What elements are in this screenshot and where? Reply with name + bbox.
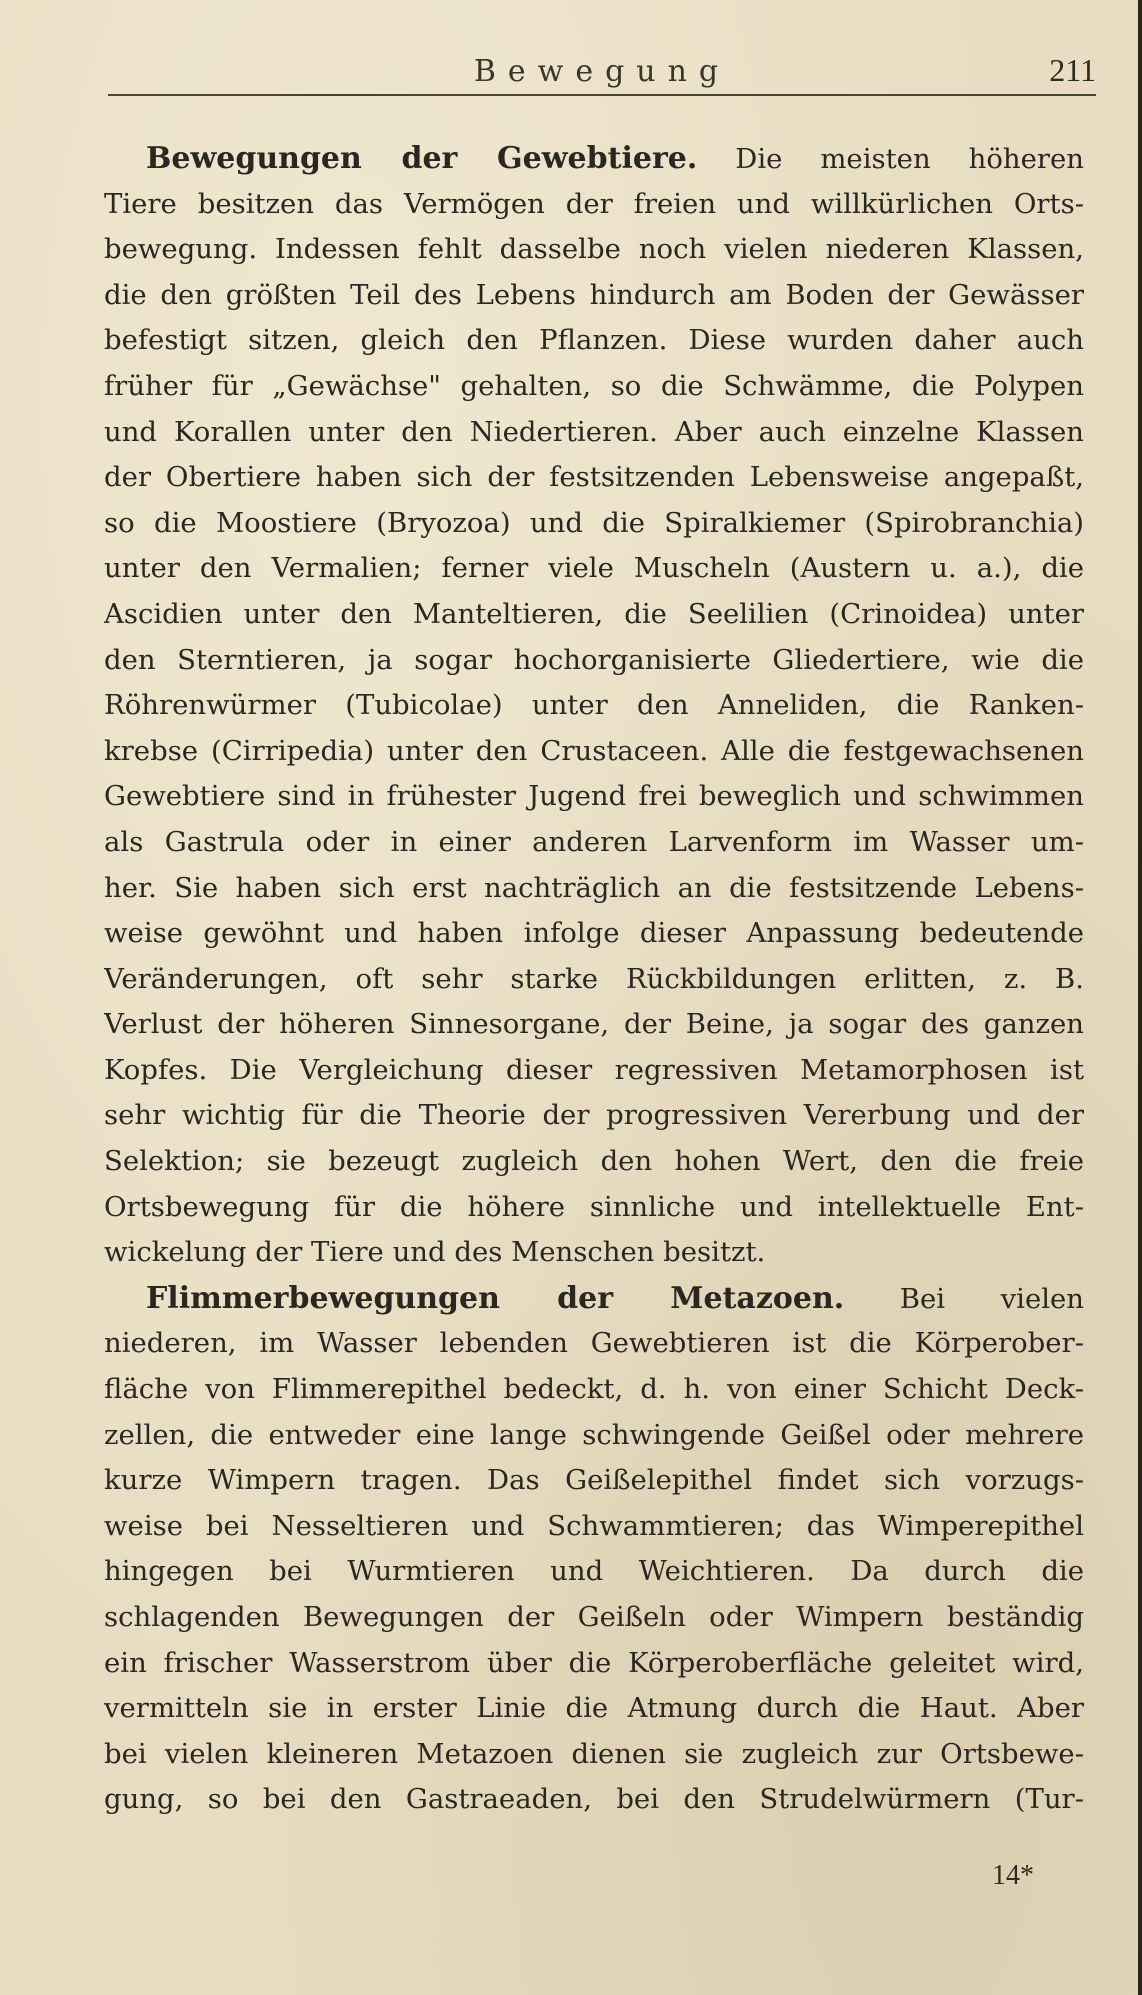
text-line: den Sterntieren, ja sogar hochorganisierte Gliedertiere, wie die bbox=[104, 643, 1084, 676]
text-line: weise bei Nesseltieren und Schwammtieren; das Wimperepithel bbox=[104, 1509, 1084, 1542]
paragraph-1-first-line bbox=[104, 136, 1084, 182]
text-line: zellen, die entweder eine lange schwingende Geißel oder mehrere bbox=[104, 1418, 1084, 1451]
text-line: Bei vielen bbox=[899, 1282, 1084, 1315]
text-line: Gewebtiere sind in frühester Jugend frei beweglich und schwimmen bbox=[104, 780, 1084, 813]
text-line: Die meisten höheren bbox=[735, 143, 1084, 175]
text-line: her. Sie haben sich erst nachträglich an die festsitzende Lebens- bbox=[104, 871, 1084, 904]
text-line: weise gewöhnt und haben infolge dieser Anpassung bedeutende bbox=[104, 917, 1084, 950]
section-heading-1: Bewegungen der Gewebtiere. bbox=[146, 141, 698, 176]
signature-mark: 14* bbox=[992, 1860, 1034, 1891]
text-line: so die Moostiere (Bryozoa) und die Spiralkiemer (Spirobranchia) bbox=[104, 506, 1084, 539]
page-number: 211 bbox=[1049, 52, 1096, 88]
text-line: schlagenden Bewegungen der Geißeln oder Wimpern beständig bbox=[104, 1601, 1084, 1633]
section-heading-2: Flimmerbewegungen der Metazoen. bbox=[146, 1280, 845, 1316]
text-line: hingegen bei Wurmtieren und Weichtieren. Da durch die bbox=[104, 1555, 1084, 1588]
text-line: gung, so bei den Gastraeaden, bei den Strudelwürmern (Tur- bbox=[104, 1783, 1084, 1816]
text-line: bewegung. Indessen fehlt dasselbe noch vielen niederen Klassen, bbox=[104, 233, 1084, 266]
text-line: wickelung der Tiere und des Menschen besitzt. bbox=[104, 1236, 766, 1269]
text-line: Röhrenwürmer (Tubicolae) unter den Anneliden, die Ranken- bbox=[104, 689, 1084, 722]
text-line: früher für „Gewächse" gehalten, so die Schwämme, die Polypen bbox=[104, 369, 1084, 402]
text-line: die den größten Teil des Lebens hindurch am Boden der Gewässer bbox=[104, 278, 1084, 311]
text-line: krebse (Cirripedia) unter den Crustaceen. Alle die festgewachsenen bbox=[104, 734, 1084, 767]
text-line: Ascidien unter den Manteltieren, die Seelilien (Crinoidea) unter bbox=[104, 597, 1084, 630]
text-line: Ortsbewegung für die höhere sinnliche und intellektuelle Ent- bbox=[104, 1190, 1084, 1223]
text-line: niederen, im Wasser lebenden Gewebtieren ist die Körperober- bbox=[104, 1327, 1084, 1360]
text-line: kurze Wimpern tragen. Das Geißelepithel findet sich vorzugs- bbox=[104, 1464, 1084, 1497]
paragraph-2-first-line bbox=[104, 1276, 1084, 1322]
text-line: Veränderungen, oft sehr starke Rückbildungen erlitten, z. B. bbox=[104, 962, 1084, 995]
text-line: unter den Vermalien; ferner viele Muscheln (Austern u. a.), die bbox=[104, 552, 1084, 585]
text-line: vermitteln sie in erster Linie die Atmung durch die Haut. Aber bbox=[104, 1692, 1084, 1725]
text-line: befestigt sitzen, gleich den Pflanzen. Diese wurden daher auch bbox=[104, 324, 1084, 357]
running-title: Bewegung bbox=[473, 54, 731, 89]
text-line: und Korallen unter den Niedertieren. Aber auch einzelne Klassen bbox=[104, 415, 1084, 448]
text-line: Kopfes. Die Vergleichung dieser regressiven Metamorphosen ist bbox=[104, 1053, 1084, 1086]
text-line: Selektion; sie bezeugt zugleich den hohen Wert, den die freie bbox=[104, 1145, 1084, 1178]
running-header bbox=[108, 52, 1096, 96]
page-edge bbox=[1138, 0, 1142, 1995]
header-rule bbox=[108, 94, 1096, 96]
text-line: als Gastrula oder in einer anderen Larvenform im Wasser um- bbox=[104, 825, 1084, 858]
text-line: bei vielen kleineren Metazoen dienen sie zugleich zur Ortsbewe- bbox=[104, 1737, 1084, 1770]
text-line: fläche von Flimmerepithel bedeckt, d. h. von einer Schicht Deck- bbox=[104, 1373, 1084, 1406]
text-line: Verlust der höheren Sinnesorgane, der Beine, ja sogar des ganzen bbox=[104, 1008, 1084, 1041]
body-text bbox=[104, 136, 1084, 1823]
text-line: sehr wichtig für die Theorie der progressiven Vererbung und der bbox=[104, 1099, 1084, 1132]
text-line: der Obertiere haben sich der festsitzenden Lebensweise angepaßt, bbox=[104, 461, 1084, 494]
text-line: Tiere besitzen das Vermögen der freien und willkürlichen Orts- bbox=[104, 187, 1084, 220]
text-line: ein frischer Wasserstrom über die Körperoberfläche geleitet wird, bbox=[104, 1646, 1084, 1679]
